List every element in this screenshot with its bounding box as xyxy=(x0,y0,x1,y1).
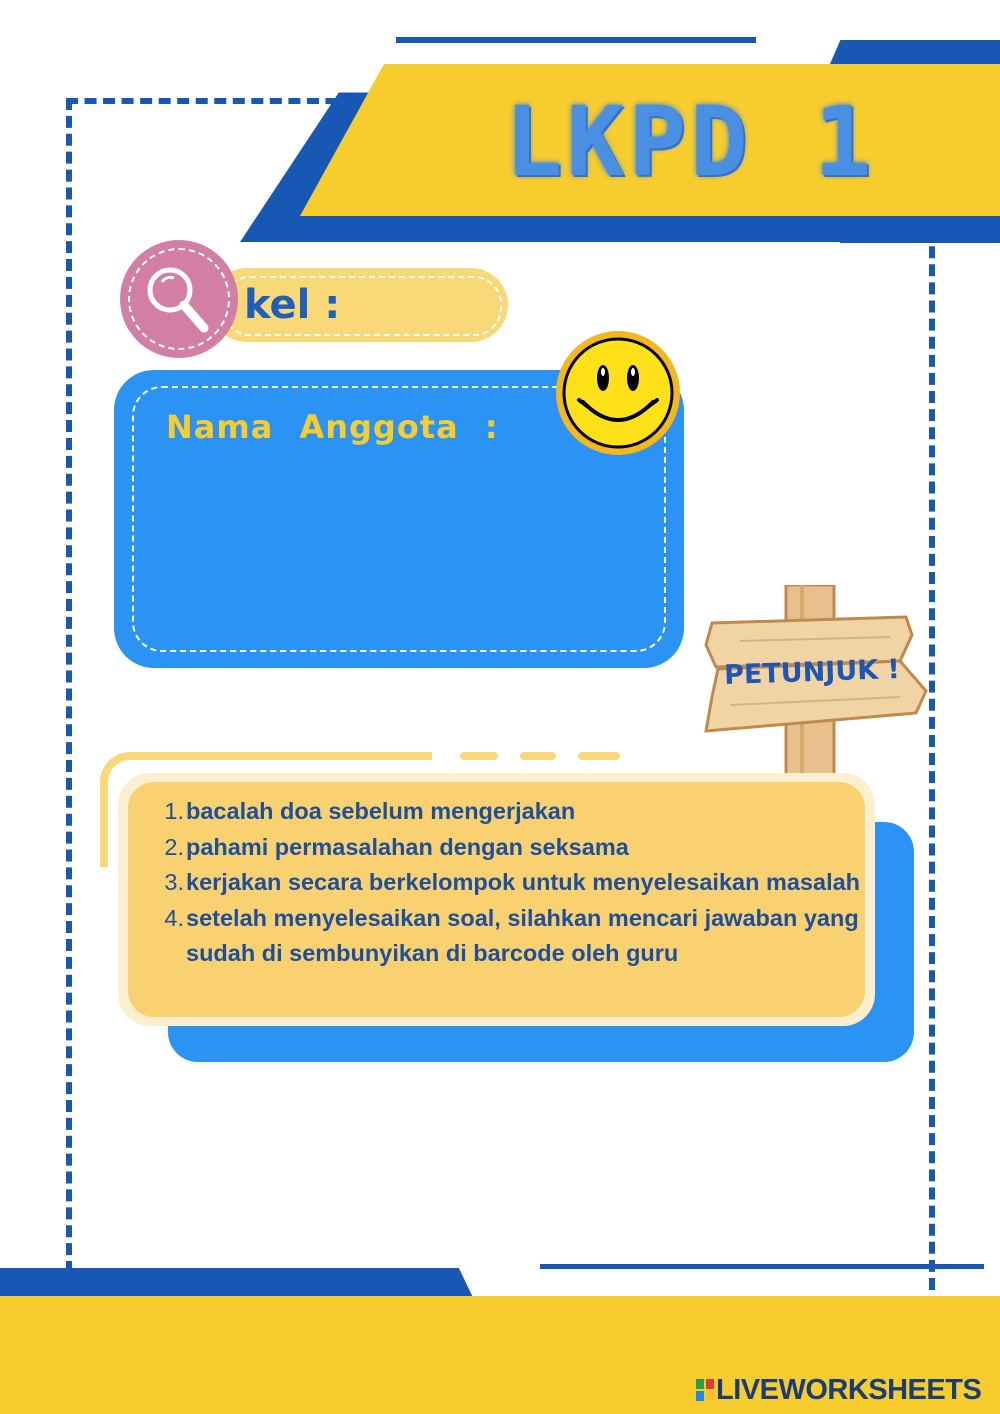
connector-dash xyxy=(460,752,498,760)
brand[interactable] xyxy=(696,1372,981,1408)
signpost-icon xyxy=(700,585,930,785)
connector-dash xyxy=(578,752,620,760)
instructions-list xyxy=(156,794,861,972)
list-item-text: setelah menyelesaikan soal, silahkan mencari jawaban yang sudah di sembunyikan di barcode oleh guru xyxy=(186,904,859,966)
liveworksheets-logo-icon xyxy=(696,1379,714,1401)
list-item-number: 4. xyxy=(164,904,184,931)
header-side-line xyxy=(840,238,1000,243)
list-item xyxy=(156,865,861,901)
frame-top-border xyxy=(66,98,356,104)
signpost-label: PETUNJUK ! xyxy=(723,653,901,692)
members-label: Nama Anggota : xyxy=(166,408,499,446)
list-item xyxy=(156,901,861,972)
list-item-text: bacalah doa sebelum mengerjakan xyxy=(186,798,576,824)
connector-dash xyxy=(520,752,556,760)
page-title: LKPD 1 xyxy=(504,86,876,198)
header-top-line xyxy=(396,37,756,43)
list-item-number: 2. xyxy=(164,833,184,860)
list-item-text: kerjakan secara berkelompok untuk menyelesaikan masalah xyxy=(186,869,861,895)
brand-name: LIVEWORKSHEETS xyxy=(716,1374,982,1406)
list-item-text: pahami permasalahan dengan seksama xyxy=(186,833,629,860)
frame-left-border xyxy=(66,98,72,1273)
list-item xyxy=(156,794,861,830)
smiley-icon xyxy=(555,330,681,456)
list-item xyxy=(156,830,861,866)
list-item-number: 3. xyxy=(164,869,184,895)
list-item-number: 1. xyxy=(164,798,184,824)
bottom-line xyxy=(540,1264,984,1269)
group-label: kel : xyxy=(244,282,341,328)
magnifier-icon xyxy=(134,256,224,346)
